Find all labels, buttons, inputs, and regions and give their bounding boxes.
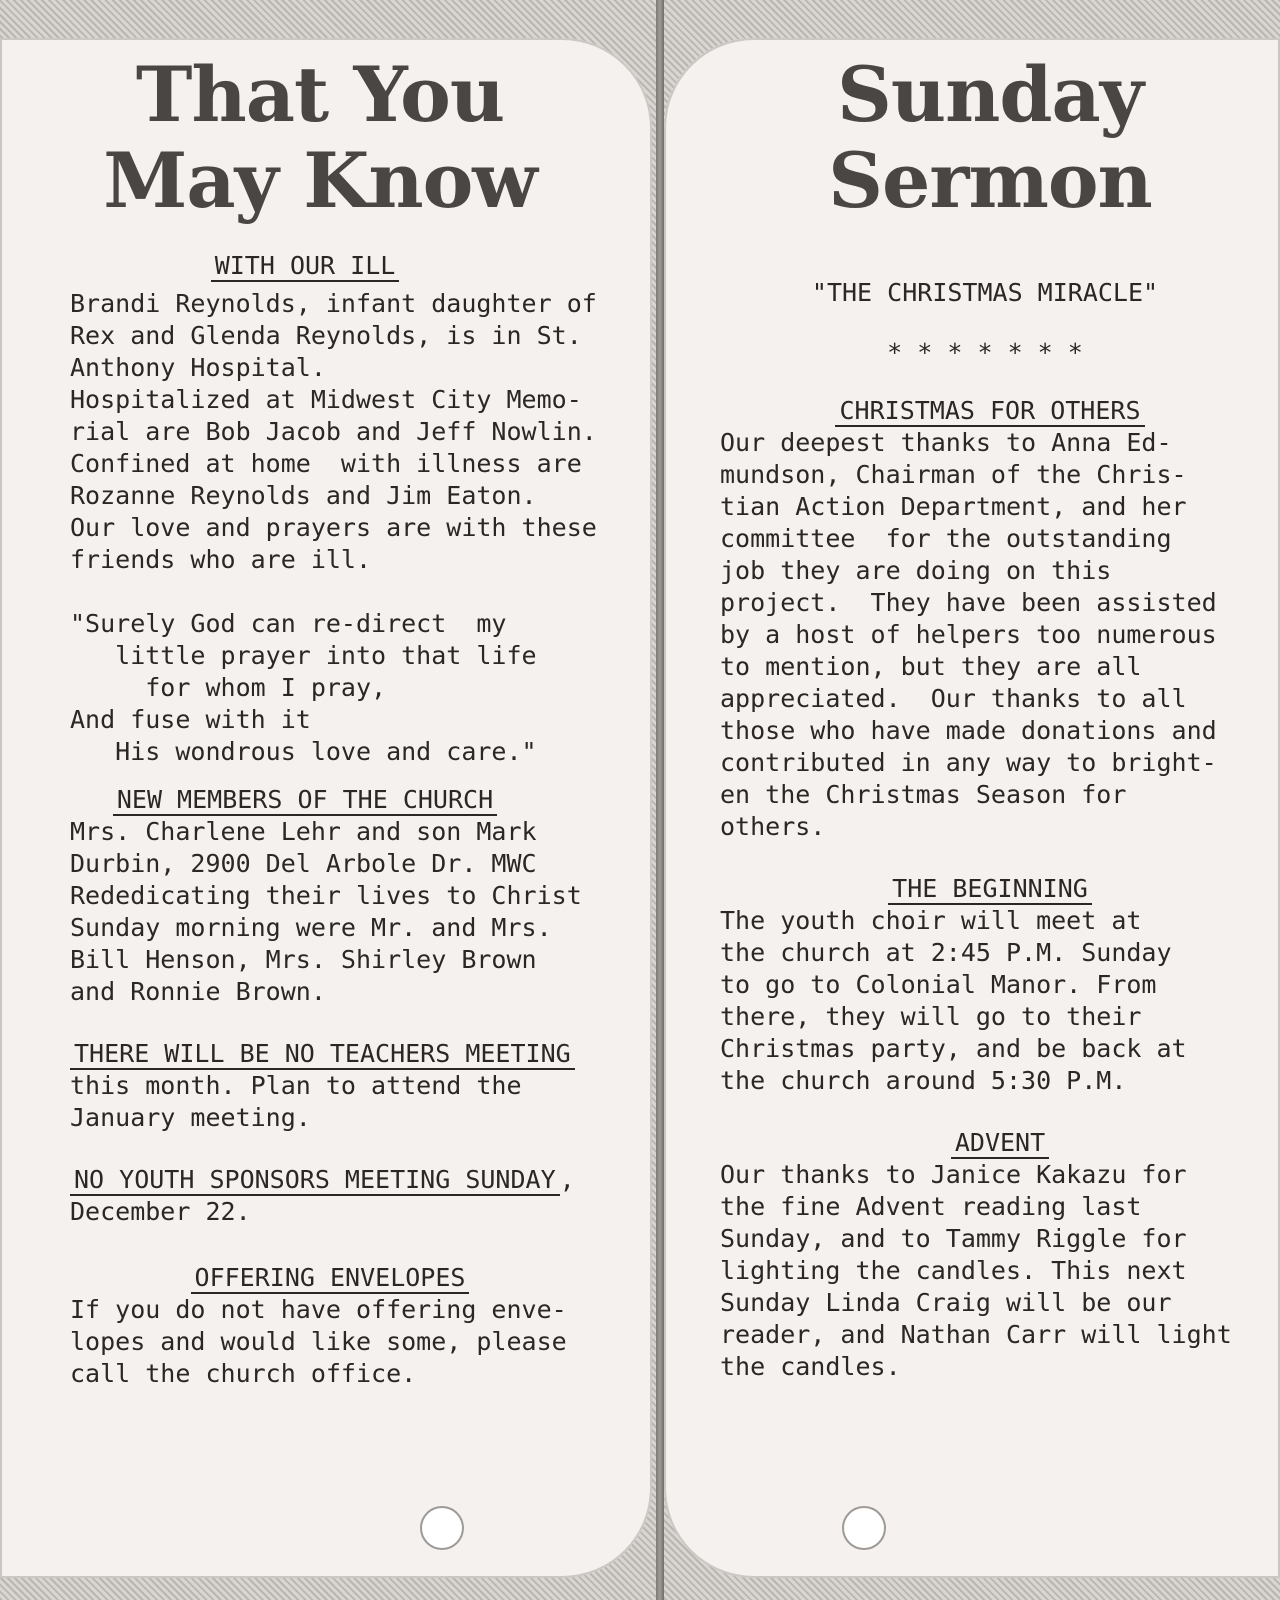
- text-line: tian Action Department, and her: [720, 492, 1187, 521]
- section-heading-new-members: NEW MEMBERS OF THE CHURCH: [70, 784, 540, 816]
- text-line: Christmas party, and be back at: [720, 1034, 1187, 1063]
- text-line: December 22.: [70, 1197, 251, 1226]
- masthead-line: Sunday: [837, 50, 1143, 139]
- punch-hole: [420, 1506, 464, 1550]
- text-line: friends who are ill.: [70, 545, 372, 574]
- punch-hole: [842, 1506, 886, 1550]
- text-line: Anthony Hospital.: [70, 353, 326, 382]
- section-heading-ill: WITH OUR ILL: [70, 250, 540, 282]
- text-line: committee for the outstanding: [720, 524, 1172, 553]
- section-heading-envelopes: OFFERING ENVELOPES: [70, 1262, 590, 1294]
- text-line: Our thanks to Janice Kakazu for: [720, 1160, 1187, 1189]
- text-line: January meeting.: [70, 1103, 311, 1132]
- text-line: If you do not have offering enve-: [70, 1295, 567, 1324]
- masthead-line: May Know: [103, 136, 537, 225]
- section-heading-youth-sponsors: NO YOUTH SPONSORS MEETING SUNDAY ,: [70, 1164, 640, 1196]
- poem-line: "Surely God can re-direct my: [70, 609, 507, 638]
- text-line: call the church office.: [70, 1359, 417, 1388]
- star-divider: * * * * * * *: [887, 338, 1083, 367]
- text-line: Brandi Reynolds, infant daughter of: [70, 289, 597, 318]
- text-line: by a host of helpers too numerous: [720, 620, 1217, 649]
- section-heading-christmas: CHRISTMAS FOR OTHERS: [720, 395, 1260, 427]
- text-line: Sunday Linda Craig will be our: [720, 1288, 1172, 1317]
- text-line: mundson, Chairman of the Chris-: [720, 460, 1187, 489]
- text-line: the candles.: [720, 1352, 901, 1381]
- poem-line: for whom I pray,: [70, 673, 387, 702]
- text-line: appreciated. Our thanks to all: [720, 684, 1187, 713]
- text-line: others.: [720, 812, 826, 841]
- text-line: Mrs. Charlene Lehr and son Mark: [70, 817, 537, 846]
- text-line: to mention, but they are all: [720, 652, 1142, 681]
- text-line: contributed in any way to bright-: [720, 748, 1217, 777]
- text-line: the church at 2:45 P.M. Sunday: [720, 938, 1172, 967]
- text-line: Our love and prayers are with these: [70, 513, 597, 542]
- text-line: lighting the candles. This next: [720, 1256, 1187, 1285]
- text-line: Confined at home with illness are: [70, 449, 582, 478]
- text-line: Rex and Glenda Reynolds, is in St.: [70, 321, 582, 350]
- sermon-title: "THE CHRISTMAS MIRACLE": [811, 278, 1159, 307]
- text-line: the fine Advent reading last: [720, 1192, 1142, 1221]
- text-line: project. They have been assisted: [720, 588, 1217, 617]
- text-line: lopes and would like some, please: [70, 1327, 567, 1356]
- poem-line: His wondrous love and care.": [70, 737, 537, 766]
- text-line: Sunday morning were Mr. and Mrs.: [70, 913, 552, 942]
- section-heading-beginning: THE BEGINNING: [720, 873, 1260, 905]
- text-line: and Ronnie Brown.: [70, 977, 326, 1006]
- right-masthead: [760, 52, 1220, 224]
- text-line: Sunday, and to Tammy Riggle for: [720, 1224, 1187, 1253]
- masthead-line: Sermon: [828, 136, 1152, 225]
- text-line: to go to Colonial Manor. From: [720, 970, 1157, 999]
- text-line: Rozanne Reynolds and Jim Eaton.: [70, 481, 537, 510]
- text-line: Durbin, 2900 Del Arbole Dr. MWC: [70, 849, 537, 878]
- left-column: [70, 250, 640, 1390]
- poem-line: And fuse with it: [70, 705, 311, 734]
- text-line: job they are doing on this: [720, 556, 1112, 585]
- text-line: Our deepest thanks to Anna Ed-: [720, 428, 1172, 457]
- section-heading-advent: ADVENT: [720, 1127, 1280, 1159]
- text-line: those who have made donations and: [720, 716, 1217, 745]
- section-heading-teachers: THERE WILL BE NO TEACHERS MEETING: [70, 1038, 640, 1070]
- left-masthead: [60, 52, 580, 224]
- right-column: [720, 277, 1265, 1383]
- text-line: reader, and Nathan Carr will light: [720, 1320, 1232, 1349]
- text-line: Hospitalized at Midwest City Memo-: [70, 385, 582, 414]
- text-line: there, they will go to their: [720, 1002, 1142, 1031]
- text-line: Bill Henson, Mrs. Shirley Brown: [70, 945, 537, 974]
- text-line: rial are Bob Jacob and Jeff Nowlin.: [70, 417, 597, 446]
- text-line: this month. Plan to attend the: [70, 1071, 522, 1100]
- text-line: The youth choir will meet at: [720, 906, 1142, 935]
- masthead-line: That You: [135, 50, 505, 139]
- text-line: Rededicating their lives to Christ: [70, 881, 582, 910]
- text-line: the church around 5:30 P.M.: [720, 1066, 1127, 1095]
- poem-line: little prayer into that life: [70, 641, 537, 670]
- text-line: en the Christmas Season for: [720, 780, 1127, 809]
- page-fold: [656, 0, 664, 1600]
